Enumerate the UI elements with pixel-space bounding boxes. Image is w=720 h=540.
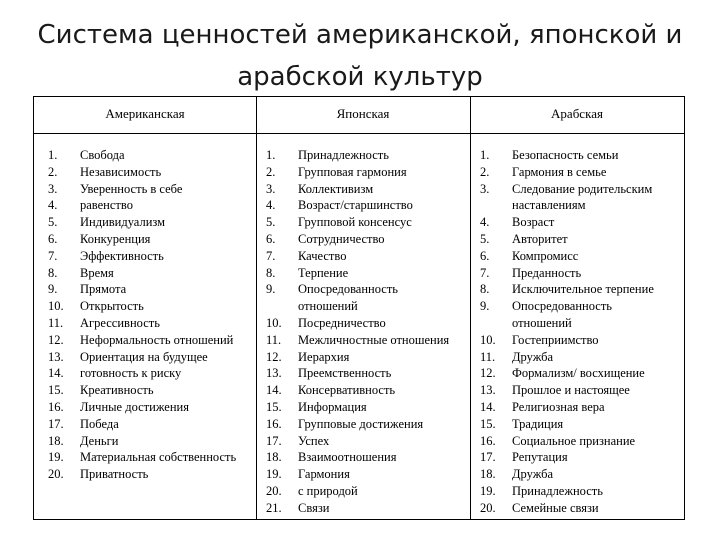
item-number: 3. xyxy=(480,181,490,196)
item-number: 3. xyxy=(266,181,276,196)
list-item xyxy=(48,281,254,298)
item-text: Гармония в семье xyxy=(512,164,607,179)
item-text: Взаимоотношения xyxy=(298,450,397,465)
item-text: Межличностные отношения xyxy=(298,332,450,347)
item-text: Информация xyxy=(298,399,367,414)
item-text: Безопасность семьи xyxy=(512,148,619,162)
item-number: 21. xyxy=(266,500,282,515)
american-values-list xyxy=(48,147,254,483)
item-number: 11. xyxy=(266,332,282,347)
item-number: 2. xyxy=(48,164,58,179)
list-item xyxy=(48,197,254,214)
list-item xyxy=(266,349,468,366)
item-text: Принадлежность xyxy=(512,483,603,498)
item-number: 10. xyxy=(48,299,64,314)
list-item xyxy=(480,164,682,181)
item-text: с природой xyxy=(298,483,358,498)
item-text: Компромисс xyxy=(512,248,579,263)
item-text: Иерархия xyxy=(298,349,350,364)
item-number: 13. xyxy=(48,349,64,364)
list-item xyxy=(480,231,682,248)
list-item xyxy=(48,332,254,349)
item-number: 9. xyxy=(480,299,490,314)
list-item xyxy=(266,399,468,416)
item-text: Деньги xyxy=(80,433,119,448)
item-text: Дружба xyxy=(512,349,554,364)
item-text: Посредничество xyxy=(298,315,386,330)
item-number: 7. xyxy=(480,265,490,280)
item-text: равенство xyxy=(80,198,133,213)
item-number: 18. xyxy=(480,467,496,482)
item-number: 2. xyxy=(266,164,276,179)
item-number: 4. xyxy=(266,198,276,213)
item-number: 5. xyxy=(266,215,276,230)
list-item xyxy=(480,416,682,433)
item-number: 3. xyxy=(48,181,58,196)
item-text: Время xyxy=(80,265,114,280)
item-number: 5. xyxy=(480,231,490,246)
item-text: Гостеприимство xyxy=(512,332,599,347)
item-number: 1. xyxy=(266,148,276,162)
header-arabic: Арабская xyxy=(551,106,603,121)
item-number: 4. xyxy=(48,198,58,213)
column-divider xyxy=(470,97,471,519)
values-table xyxy=(33,96,685,520)
item-text: Свобода xyxy=(80,148,125,162)
list-item xyxy=(266,214,468,231)
list-item xyxy=(480,265,682,282)
item-text: Открытость xyxy=(80,299,144,314)
item-number: 6. xyxy=(480,248,490,263)
item-text: Конкуренция xyxy=(80,231,151,246)
item-text: Опосредованность xyxy=(298,282,399,297)
item-number: 15. xyxy=(266,399,282,414)
item-text: Приватность xyxy=(80,467,149,482)
item-text: Качество xyxy=(298,248,347,263)
list-item xyxy=(48,147,254,164)
item-number: 14. xyxy=(266,383,282,398)
item-text: Индивидуализм xyxy=(80,215,166,230)
item-number: 11. xyxy=(48,315,64,330)
list-item xyxy=(266,382,468,399)
item-text: Эффективность xyxy=(80,248,164,263)
list-item xyxy=(480,382,682,399)
item-text: Успех xyxy=(298,433,330,448)
item-number: 4. xyxy=(480,215,490,230)
item-text: Опосредованность xyxy=(512,299,613,314)
list-item xyxy=(480,181,682,198)
list-item xyxy=(266,231,468,248)
list-item xyxy=(266,315,468,332)
item-text: Консервативность xyxy=(298,383,396,398)
item-text: Следование родительским xyxy=(512,181,653,196)
list-item xyxy=(266,147,468,164)
item-text: Независимость xyxy=(80,164,162,179)
item-text: Материальная собственность xyxy=(80,450,237,465)
list-item xyxy=(266,281,468,298)
list-item xyxy=(266,483,468,500)
item-number: 19. xyxy=(480,483,496,498)
item-text: Исключительное терпение xyxy=(512,282,654,297)
item-number: 9. xyxy=(266,282,276,297)
item-number: 5. xyxy=(48,215,58,230)
item-number: 17. xyxy=(266,433,282,448)
list-item xyxy=(480,433,682,450)
list-item xyxy=(48,433,254,450)
list-item xyxy=(48,466,254,483)
item-number: 15. xyxy=(48,383,64,398)
item-number: 15. xyxy=(480,416,496,431)
item-number: 16. xyxy=(48,399,64,414)
item-number: 20. xyxy=(480,500,496,515)
list-item xyxy=(480,449,682,466)
item-text: Терпение xyxy=(298,265,349,280)
item-number: 8. xyxy=(266,265,276,280)
list-item xyxy=(266,298,468,315)
item-text: Групповые достижения xyxy=(298,416,424,431)
list-item xyxy=(266,197,468,214)
item-number: 6. xyxy=(48,231,58,246)
item-text: Дружба xyxy=(512,467,554,482)
item-number: 13. xyxy=(266,366,282,381)
item-text: Религиозная вера xyxy=(512,399,605,414)
list-item xyxy=(266,164,468,181)
list-item xyxy=(480,332,682,349)
item-text: Прямота xyxy=(80,282,127,297)
item-number: 19. xyxy=(266,467,282,482)
list-item xyxy=(480,399,682,416)
item-number: 18. xyxy=(266,450,282,465)
item-number: 10. xyxy=(480,332,496,347)
list-item xyxy=(48,382,254,399)
item-text: Формализм/ восхищение xyxy=(512,366,645,381)
list-item xyxy=(480,315,682,332)
item-number: 8. xyxy=(48,265,58,280)
list-item xyxy=(480,214,682,231)
item-text: Гармония xyxy=(298,467,350,482)
item-number: 9. xyxy=(48,282,58,297)
item-number: 20. xyxy=(266,483,282,498)
list-item xyxy=(266,449,468,466)
item-number: 17. xyxy=(480,450,496,465)
list-item xyxy=(266,433,468,450)
item-text: Репутация xyxy=(512,450,568,465)
list-item xyxy=(48,349,254,366)
item-text: Коллективизм xyxy=(298,181,374,196)
list-item xyxy=(48,365,254,382)
item-number: 12. xyxy=(480,366,496,381)
item-number: 17. xyxy=(48,416,64,431)
item-number: 11. xyxy=(480,349,496,364)
item-text: наставлениям xyxy=(512,198,586,213)
list-item xyxy=(480,466,682,483)
item-number: 7. xyxy=(48,248,58,263)
item-text: Агрессивность xyxy=(80,315,160,330)
header-divider xyxy=(34,133,684,134)
item-number: 2. xyxy=(480,164,490,179)
item-number: 12. xyxy=(48,332,64,347)
item-text: Возраст xyxy=(512,215,555,230)
list-item xyxy=(48,181,254,198)
list-item xyxy=(48,298,254,315)
list-item xyxy=(48,164,254,181)
arabic-values-list xyxy=(480,147,682,517)
page-title xyxy=(0,14,720,98)
list-item xyxy=(266,416,468,433)
item-text: Семейные связи xyxy=(512,500,599,515)
item-text: Сотрудничество xyxy=(298,231,385,246)
item-number: 16. xyxy=(266,416,282,431)
list-item xyxy=(48,315,254,332)
item-text: отношений xyxy=(298,299,358,314)
item-text: Групповой консенсус xyxy=(298,215,412,230)
list-item xyxy=(48,449,254,466)
item-number: 10. xyxy=(266,315,282,330)
item-text: Авторитет xyxy=(512,231,568,246)
item-text: Преданность xyxy=(512,265,582,280)
list-item xyxy=(48,265,254,282)
item-text: готовность к риску xyxy=(80,366,182,381)
header-american: Американская xyxy=(105,106,185,121)
item-text: Преемственность xyxy=(298,366,392,381)
item-number: 6. xyxy=(266,231,276,246)
item-number: 13. xyxy=(480,383,496,398)
item-text: Связи xyxy=(298,500,330,515)
item-text: Неформальность отношений xyxy=(80,332,234,347)
item-number: 14. xyxy=(480,399,496,414)
item-number: 16. xyxy=(480,433,496,448)
item-text: Традиция xyxy=(512,416,564,431)
item-number: 1. xyxy=(480,148,490,162)
item-text: Личные достижения xyxy=(80,399,189,414)
item-text: Ориентация на будущее xyxy=(80,349,208,364)
title-line-1: Система ценностей американской, японской и xyxy=(37,20,683,50)
list-item xyxy=(266,265,468,282)
item-text: Групповая гармония xyxy=(298,164,407,179)
list-item xyxy=(266,332,468,349)
item-text: Прошлое и настоящее xyxy=(512,383,630,398)
list-item xyxy=(480,500,682,517)
list-item xyxy=(48,416,254,433)
list-item xyxy=(480,248,682,265)
item-number: 14. xyxy=(48,366,64,381)
list-item xyxy=(48,214,254,231)
list-item xyxy=(266,466,468,483)
item-number: 19. xyxy=(48,450,64,465)
list-item xyxy=(266,181,468,198)
list-item xyxy=(266,365,468,382)
item-number: 7. xyxy=(266,248,276,263)
item-number: 20. xyxy=(48,467,64,482)
list-item xyxy=(480,349,682,366)
japanese-values-list xyxy=(266,147,468,517)
item-text: Креативность xyxy=(80,383,154,398)
item-number: 1. xyxy=(48,148,58,162)
item-number: 18. xyxy=(48,433,64,448)
list-item xyxy=(266,500,468,517)
item-text: Социальное признание xyxy=(512,433,636,448)
title-line-2: арабской культур xyxy=(237,62,483,92)
list-item xyxy=(480,298,682,315)
item-number: 8. xyxy=(480,282,490,297)
item-text: отношений xyxy=(512,315,572,330)
item-text: Принадлежность xyxy=(298,148,389,162)
column-divider xyxy=(256,97,257,519)
list-item xyxy=(480,197,682,214)
list-item xyxy=(480,281,682,298)
header-japanese: Японская xyxy=(336,106,390,121)
item-text: Победа xyxy=(80,416,119,431)
list-item xyxy=(480,147,682,164)
item-text: Возраст/старшинство xyxy=(298,198,413,213)
list-item xyxy=(48,231,254,248)
list-item xyxy=(48,248,254,265)
list-item xyxy=(48,399,254,416)
list-item xyxy=(266,248,468,265)
item-number: 12. xyxy=(266,349,282,364)
list-item xyxy=(480,483,682,500)
item-text: Уверенность в себе xyxy=(80,181,183,196)
list-item xyxy=(480,365,682,382)
